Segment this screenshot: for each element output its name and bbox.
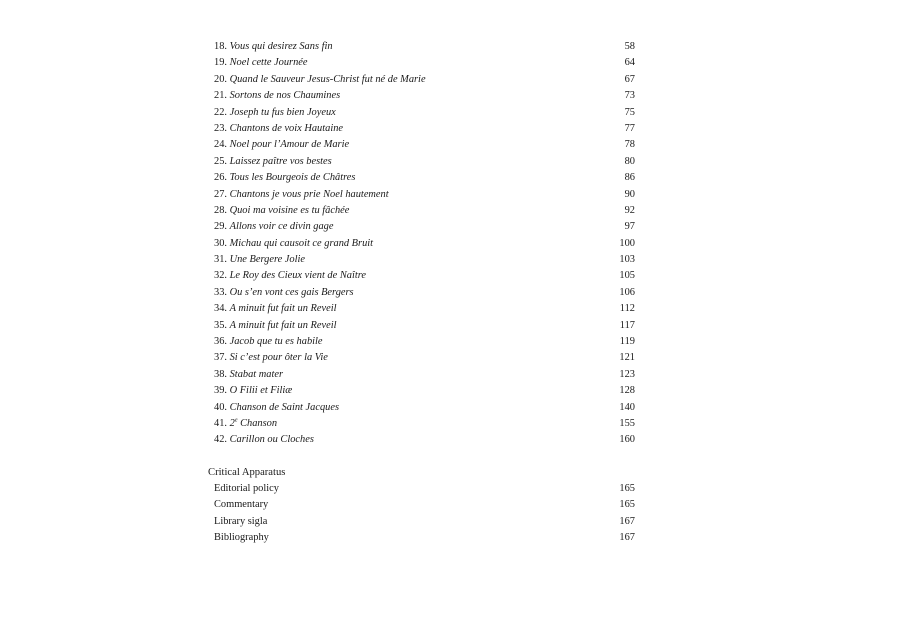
toc-entry-page: 105 xyxy=(619,270,635,282)
toc-entry-label xyxy=(214,187,389,203)
toc-entry-number: 32. xyxy=(214,270,227,282)
toc-entry-number: 27. xyxy=(214,188,227,200)
toc-entry-title-text: Stabat mater xyxy=(229,368,284,380)
toc-entry-title-text: Chantons de voix Hautaine xyxy=(229,122,344,134)
toc-entry-label xyxy=(214,39,333,55)
toc-entry-title xyxy=(230,385,293,396)
toc-entry-title xyxy=(230,336,323,347)
toc-entry xyxy=(214,39,635,55)
toc-entry-page: 64 xyxy=(624,57,635,69)
toc-entry xyxy=(214,350,635,366)
toc-entry-title-prefix: 2 xyxy=(229,417,235,429)
toc-entry-title-superscript: e xyxy=(234,417,238,424)
toc-entry-page: 103 xyxy=(619,254,635,266)
toc-entry-label xyxy=(214,416,277,432)
toc-entry-title xyxy=(230,369,283,380)
toc-entry-number: 25. xyxy=(214,155,227,167)
toc-entry-title xyxy=(230,238,373,249)
toc-entry xyxy=(214,154,635,170)
toc-entry-title-text: Jacob que tu es habile xyxy=(229,336,323,348)
toc-entry xyxy=(214,383,635,399)
toc-entry-page: 106 xyxy=(619,286,635,298)
toc-entry-label xyxy=(214,268,366,284)
toc-entry-label xyxy=(214,137,349,153)
toc-entry-title xyxy=(230,418,277,429)
toc-entry-page: 119 xyxy=(619,336,635,348)
toc-entry-label xyxy=(214,367,283,383)
toc-entry-page: 112 xyxy=(619,303,635,315)
toc-entry xyxy=(214,252,635,268)
toc-entry-number: 22. xyxy=(214,106,227,118)
apparatus-entry-page: 165 xyxy=(619,483,635,494)
apparatus-entry-label: Commentary xyxy=(214,499,269,511)
toc-entry-title-text: Michau qui causoit ce grand Bruit xyxy=(229,237,374,249)
toc-entry-title xyxy=(230,172,356,183)
toc-entry-title xyxy=(230,320,337,331)
toc-entry-page: 90 xyxy=(624,188,635,200)
toc-entry-title-text: Chantons je vous prie Noel hautement xyxy=(229,188,389,200)
toc-entry-page: 67 xyxy=(624,73,635,85)
toc-entry-title-text: Chanson de Saint Jacques xyxy=(229,401,339,413)
toc-entry-label xyxy=(214,105,336,121)
toc-entry-number: 30. xyxy=(214,237,227,249)
toc-entry-label xyxy=(214,285,354,301)
toc-entry-label xyxy=(214,219,334,235)
toc-entry-title-text: A minuit fut fait un Reveil xyxy=(229,319,337,331)
toc-entry-title-text: Carillon ou Cloches xyxy=(229,434,314,446)
toc-entry-page: 123 xyxy=(619,368,635,380)
toc-entry-title xyxy=(230,287,354,298)
toc-entry-number: 37. xyxy=(214,352,227,364)
toc-entry-label xyxy=(214,121,343,137)
toc-entry-label xyxy=(214,88,340,104)
toc-entry-title xyxy=(230,270,366,281)
toc-entry xyxy=(214,219,635,235)
toc-entry-title xyxy=(230,402,339,413)
apparatus-entry xyxy=(214,481,635,497)
toc-entry-title-text: A minuit fut fait un Reveil xyxy=(229,303,337,315)
toc-entry-page: 77 xyxy=(624,122,635,134)
toc-entry-title xyxy=(230,434,314,445)
toc-entry xyxy=(214,367,635,383)
toc-entry xyxy=(214,105,635,121)
toc-entry-number: 36. xyxy=(214,336,227,348)
toc-entry-label xyxy=(214,383,292,399)
toc-entry-number: 26. xyxy=(214,172,227,184)
toc-entry-title-text: Joseph tu fus bien Joyeux xyxy=(229,106,336,118)
toc-entry-title-text: Tous les Bourgeois de Châtres xyxy=(229,172,356,184)
toc-entry-title-text: Noel pour l’Amour de Marie xyxy=(229,139,350,151)
toc-entry-number: 39. xyxy=(214,385,227,397)
toc-entry-page: 117 xyxy=(619,319,635,331)
toc-entry xyxy=(214,334,635,350)
toc-entry-title-text: Vous qui desirez Sans fin xyxy=(229,41,333,52)
toc-entry-title-text: Allons voir ce divin gage xyxy=(229,221,334,233)
toc-entry-title xyxy=(230,189,389,200)
toc-entry-number: 18. xyxy=(214,41,227,52)
toc-entry-title xyxy=(230,303,337,314)
toc-entry xyxy=(214,72,635,88)
apparatus-entry-page: 165 xyxy=(619,499,635,511)
toc-entry-number: 34. xyxy=(214,303,227,315)
toc-entry xyxy=(214,55,635,71)
toc-entry-page: 128 xyxy=(619,385,635,397)
apparatus-entry xyxy=(214,514,635,530)
toc-entry-number: 24. xyxy=(214,139,227,151)
toc-entry-label xyxy=(214,301,336,317)
toc-entry-label xyxy=(214,154,332,170)
toc-entry-number: 40. xyxy=(214,401,227,413)
table-of-contents xyxy=(214,39,635,449)
toc-entry-label xyxy=(214,334,323,350)
toc-entry xyxy=(214,301,635,317)
toc-entry-title-text: Le Roy des Cieux vient de Naître xyxy=(229,270,366,282)
toc-entry xyxy=(214,88,635,104)
toc-entry-number: 20. xyxy=(214,73,227,85)
toc-entry-label xyxy=(214,400,339,416)
toc-entry-page: 80 xyxy=(624,155,635,167)
toc-entry-number: 29. xyxy=(214,221,227,233)
toc-entry-title-text: Ou s’en vont ces gais Bergers xyxy=(229,286,354,298)
apparatus-entry-label: Editorial policy xyxy=(214,483,279,494)
toc-entry-page: 58 xyxy=(624,41,635,52)
toc-entry-title xyxy=(230,74,426,85)
toc-entry-page: 160 xyxy=(619,434,635,446)
toc-entry xyxy=(214,318,635,334)
toc-entry-title-text: O Filii et Filiæ xyxy=(229,385,293,397)
toc-entry-title xyxy=(230,254,305,265)
toc-entry-title xyxy=(230,90,341,101)
toc-entry xyxy=(214,187,635,203)
toc-entry-number: 38. xyxy=(214,368,227,380)
toc-entry-title-text: Noel cette Journée xyxy=(229,57,308,69)
toc-entry xyxy=(214,170,635,186)
toc-entry-title xyxy=(230,205,350,216)
toc-entry-page: 73 xyxy=(624,90,635,102)
apparatus-entry-page: 167 xyxy=(619,515,635,527)
toc-entry-page: 86 xyxy=(624,172,635,184)
toc-entry-page: 100 xyxy=(619,237,635,249)
apparatus-entry xyxy=(214,497,635,513)
toc-entry xyxy=(214,236,635,252)
toc-entry-number: 35. xyxy=(214,319,227,331)
toc-entry-number: 28. xyxy=(214,204,227,216)
toc-entry-title xyxy=(230,221,334,232)
toc-entry xyxy=(214,137,635,153)
toc-entry-label xyxy=(214,318,336,334)
toc-entry-label xyxy=(214,170,355,186)
apparatus-entry-label: Library sigla xyxy=(214,515,268,527)
toc-entry-title-text: Laissez paître vos bestes xyxy=(229,155,332,167)
toc-entry xyxy=(214,416,635,432)
toc-entry-title-text: Une Bergere Jolie xyxy=(229,254,306,266)
toc-entry-number: 33. xyxy=(214,286,227,298)
critical-apparatus-heading: Critical Apparatus xyxy=(208,467,286,478)
toc-entry-page: 155 xyxy=(619,417,635,429)
toc-entry-number: 31. xyxy=(214,254,227,266)
toc-entry xyxy=(214,400,635,416)
toc-entry-title-text: Chanson xyxy=(237,417,278,429)
toc-entry-title-text: Si c’est pour ôter la Vie xyxy=(229,352,328,364)
toc-entry-number: 42. xyxy=(214,434,227,446)
toc-entry-page: 78 xyxy=(624,139,635,151)
toc-entry-page: 121 xyxy=(619,352,635,364)
toc-entry-title xyxy=(230,123,343,134)
toc-entry-number: 23. xyxy=(214,122,227,134)
toc-entry-number: 21. xyxy=(214,90,227,102)
apparatus-entry-page: 167 xyxy=(619,532,635,544)
toc-entry xyxy=(214,268,635,284)
toc-entry-label xyxy=(214,72,426,88)
toc-entry-title-text: Quand le Sauveur Jesus-Christ fut né de Marie xyxy=(229,73,426,85)
toc-entry-title xyxy=(230,156,332,167)
toc-entry xyxy=(214,285,635,301)
toc-entry xyxy=(214,203,635,219)
toc-entry-label xyxy=(214,203,349,219)
toc-entry-label xyxy=(214,252,305,268)
toc-entry-title xyxy=(230,139,349,150)
toc-entry-page: 97 xyxy=(624,221,635,233)
toc-entry-title xyxy=(230,352,328,363)
apparatus-entry xyxy=(214,530,635,546)
toc-entry-number: 19. xyxy=(214,57,227,69)
toc-entry-title xyxy=(230,57,308,68)
toc-entry-label xyxy=(214,432,314,448)
apparatus-entry-label: Bibliography xyxy=(214,532,269,544)
toc-entry xyxy=(214,121,635,137)
critical-apparatus-list xyxy=(214,481,635,547)
toc-entry-page: 140 xyxy=(619,401,635,413)
toc-entry-title xyxy=(230,107,336,118)
toc-entry-title-text: Quoi ma voisine es tu fâchée xyxy=(229,204,350,216)
toc-entry-page: 92 xyxy=(624,204,635,216)
toc-entry-label xyxy=(214,350,328,366)
toc-entry xyxy=(214,432,635,448)
toc-entry-page: 75 xyxy=(624,106,635,118)
toc-entry-label xyxy=(214,236,373,252)
toc-entry-title-text: Sortons de nos Chaumines xyxy=(229,90,341,102)
toc-entry-title xyxy=(230,41,333,52)
toc-entry-label xyxy=(214,55,308,71)
toc-entry-number: 41. xyxy=(214,417,227,429)
